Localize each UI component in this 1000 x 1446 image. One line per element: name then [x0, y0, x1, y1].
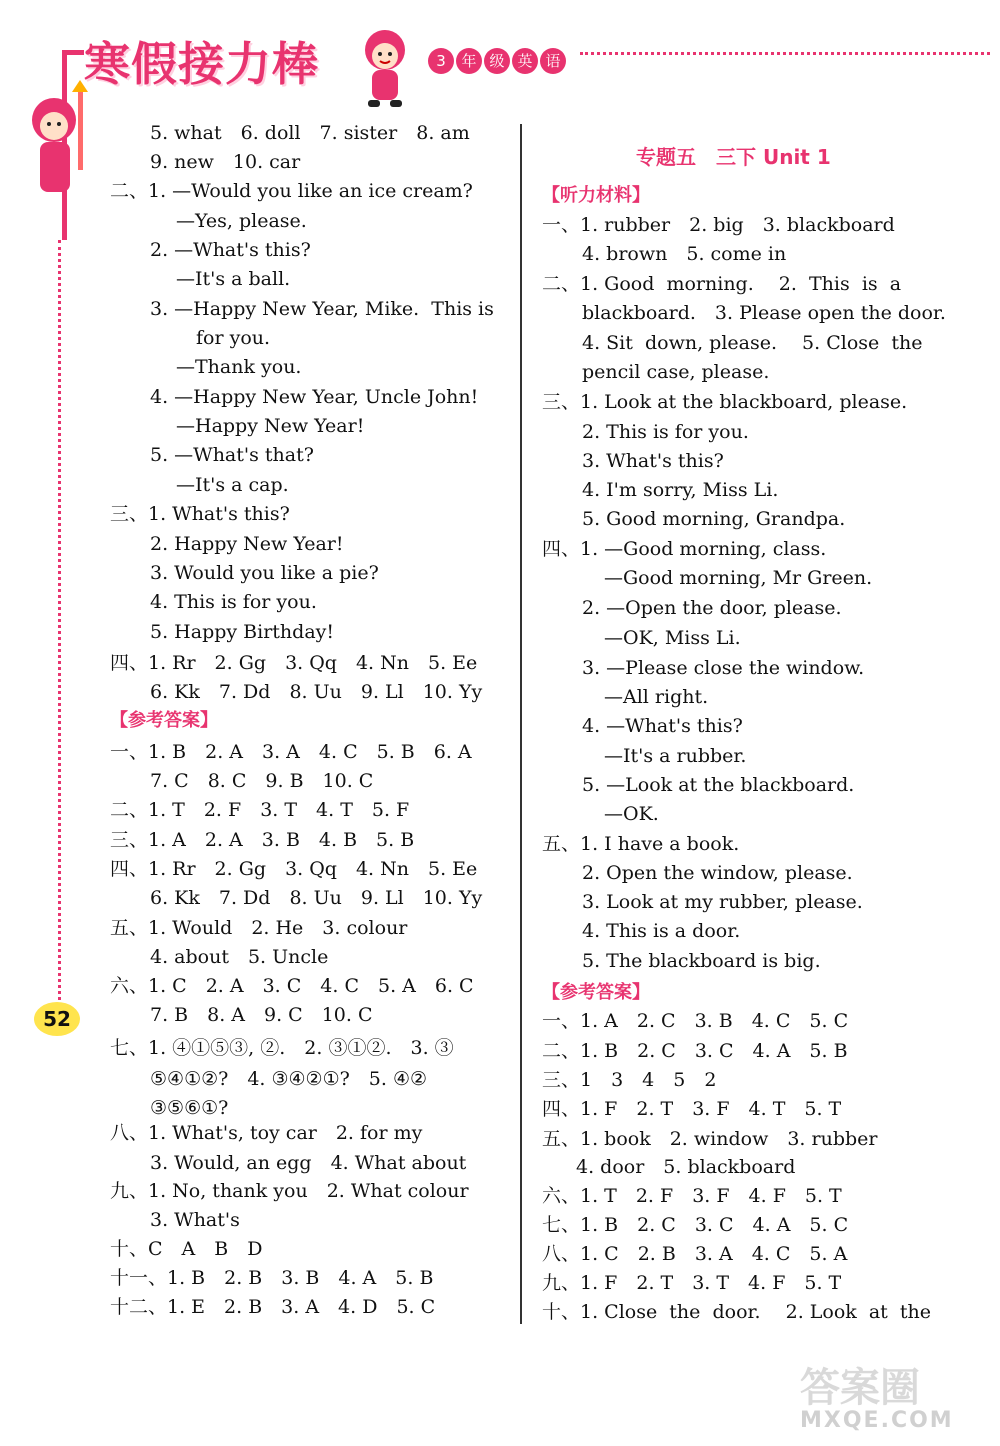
answer-line: 八、1. C 2. B 3. A 4. C 5. A — [542, 1243, 848, 1265]
answer-line: 五、1. Would 2. He 3. colour — [110, 917, 408, 939]
answer-line: 4. I'm sorry, Miss Li. — [582, 479, 779, 501]
answer-line: —OK. — [604, 803, 659, 825]
answer-line: 5. —Look at the blackboard. — [582, 774, 855, 796]
answer-line: 三、1. A 2. A 3. B 4. B 5. B — [110, 829, 415, 851]
answer-line: 5. what 6. doll 7. sister 8. am — [150, 122, 470, 144]
answer-line: —All right. — [604, 686, 709, 708]
answer-line: 4. This is a door. — [582, 920, 741, 942]
answer-line: —Good morning, Mr Green. — [604, 567, 873, 589]
section-heading: 【参考答案】 — [110, 710, 218, 731]
answer-line: 七、1. ④①⑤③, ②. 2. ③①②. 3. ③ — [110, 1037, 454, 1059]
answer-line: —It's a ball. — [176, 268, 291, 290]
answer-line: 四、1. —Good morning, class. — [542, 538, 827, 560]
answer-line: 二、1. —Would you like an ice cream? — [110, 180, 473, 202]
grade-badge-char: 3 — [428, 48, 454, 74]
answer-line: 一、1. rubber 2. big 3. blackboard — [542, 214, 895, 236]
answer-line: 四、1. F 2. T 3. F 4. T 5. T — [542, 1098, 842, 1120]
answer-line: 七、1. B 2. C 3. C 4. A 5. C — [542, 1214, 849, 1236]
answer-line: 5. —What's that? — [150, 444, 314, 466]
answer-line: 三、1. Look at the blackboard, please. — [542, 391, 908, 413]
answer-line: 3. Would, an egg 4. What about — [150, 1152, 467, 1174]
answer-line: for you. — [196, 327, 271, 349]
answer-line: 5. Happy Birthday! — [150, 621, 335, 643]
answer-line: —Yes, please. — [176, 210, 307, 232]
answer-line: 六、1. C 2. A 3. C 4. C 5. A 6. C — [110, 975, 474, 997]
section-heading: 【参考答案】 — [542, 982, 650, 1003]
answer-line: 3. —Please close the window. — [582, 657, 865, 679]
answer-line: 4. —What's this? — [582, 715, 743, 737]
torch-mascot-illustration — [26, 80, 96, 220]
column-divider — [520, 124, 522, 1324]
answer-line: 2. Happy New Year! — [150, 533, 344, 555]
answer-line: 十、1. Close the door. 2. Look at the — [542, 1301, 932, 1323]
answer-line: 4. about 5. Uncle — [150, 946, 329, 968]
answer-line: 六、1. T 2. F 3. F 4. F 5. T — [542, 1185, 842, 1207]
unit-title: 专题五 三下 Unit 1 — [636, 145, 831, 169]
answer-line: 3. Look at my rubber, please. — [582, 891, 863, 913]
answer-line: 八、1. What's, toy car 2. for my — [110, 1122, 423, 1144]
answer-line: 二、1. T 2. F 3. T 4. T 5. F — [110, 799, 410, 821]
answer-line: 十一、1. B 2. B 3. B 4. A 5. B — [110, 1267, 434, 1289]
grade-badge-char: 级 — [484, 48, 510, 74]
answer-line: 四、1. Rr 2. Gg 3. Qq 4. Nn 5. Ee — [110, 858, 478, 880]
answer-line: —It's a rubber. — [604, 745, 747, 767]
section-heading: 【听力材料】 — [542, 185, 650, 206]
answer-line: 4. door 5. blackboard — [576, 1156, 796, 1178]
answer-line: 4. —Happy New Year, Uncle John! — [150, 386, 479, 408]
answer-line: 6. Kk 7. Dd 8. Uu 9. Ll 10. Yy — [150, 681, 483, 703]
page-number-badge: 52 — [34, 1002, 80, 1036]
watermark-url: MXQE.COM — [800, 1408, 954, 1433]
watermark-logo: 答案圈 — [800, 1365, 920, 1411]
answer-line: 五、1. I have a book. — [542, 833, 740, 855]
answer-line: 4. This is for you. — [150, 591, 317, 613]
answer-line: 2. —What's this? — [150, 239, 311, 261]
answer-line: 2. This is for you. — [582, 421, 749, 443]
answer-line: 3. What's — [150, 1209, 240, 1231]
grade-badge-char: 年 — [456, 48, 482, 74]
answer-line: 5. Good morning, Grandpa. — [582, 508, 846, 530]
answer-line: 7. B 8. A 9. C 10. C — [150, 1004, 373, 1026]
answer-line: blackboard. 3. Please open the door. — [582, 302, 946, 324]
answer-line: 4. Sit down, please. 5. Close the — [582, 332, 923, 354]
answer-line: 九、1. No, thank you 2. What colour — [110, 1180, 469, 1202]
answer-line: 3. Would you like a pie? — [150, 562, 379, 584]
answer-line: —OK, Miss Li. — [604, 627, 741, 649]
book-title: 寒假接力棒 — [84, 37, 319, 91]
answer-line: 2. Open the window, please. — [582, 862, 853, 884]
answer-line: ③⑤⑥①? — [150, 1097, 229, 1119]
header-dotted-line — [580, 52, 990, 55]
header-bar-horizontal — [62, 50, 84, 55]
answer-line: pencil case, please. — [582, 361, 770, 383]
answer-line: 一、1. B 2. A 3. A 4. C 5. B 6. A — [110, 741, 472, 763]
answer-line: 6. Kk 7. Dd 8. Uu 9. Ll 10. Yy — [150, 887, 483, 909]
answer-line: 5. The blackboard is big. — [582, 950, 821, 972]
answer-line: 三、1. What's this? — [110, 503, 290, 525]
answer-line: 三、1 3 4 5 2 — [542, 1069, 717, 1091]
answer-line: ⑤④①②? 4. ③④②①? 5. ④② — [150, 1068, 428, 1090]
answer-line: 九、1. F 2. T 3. T 4. F 5. T — [542, 1272, 842, 1294]
mascot-illustration — [350, 26, 420, 111]
answer-line: —Happy New Year! — [176, 415, 365, 437]
answer-line: 7. C 8. C 9. B 10. C — [150, 770, 374, 792]
grade-badge-char: 语 — [540, 48, 566, 74]
answer-line: 十、C A B D — [110, 1238, 263, 1260]
answer-line: —Thank you. — [176, 356, 302, 378]
answer-line: 四、1. Rr 2. Gg 3. Qq 4. Nn 5. Ee — [110, 652, 478, 674]
page-header — [0, 0, 1000, 120]
answer-line: 3. What's this? — [582, 450, 724, 472]
answer-line: 2. —Open the door, please. — [582, 597, 842, 619]
answer-line: 十二、1. E 2. B 3. A 4. D 5. C — [110, 1296, 436, 1318]
answer-line: —It's a cap. — [176, 474, 289, 496]
answer-line: 9. new 10. car — [150, 151, 301, 173]
answer-line: 3. —Happy New Year, Mike. This is — [150, 298, 494, 320]
grade-badge-char: 英 — [512, 48, 538, 74]
answer-line: 二、1. B 2. C 3. C 4. A 5. B — [542, 1040, 848, 1062]
answer-line: 五、1. book 2. window 3. rubber — [542, 1128, 878, 1150]
answer-line: 二、1. Good morning. 2. This is a — [542, 273, 902, 295]
margin-dotted-line — [58, 240, 61, 1000]
answer-line: 4. brown 5. come in — [582, 243, 787, 265]
answer-line: 一、1. A 2. C 3. B 4. C 5. C — [542, 1010, 849, 1032]
